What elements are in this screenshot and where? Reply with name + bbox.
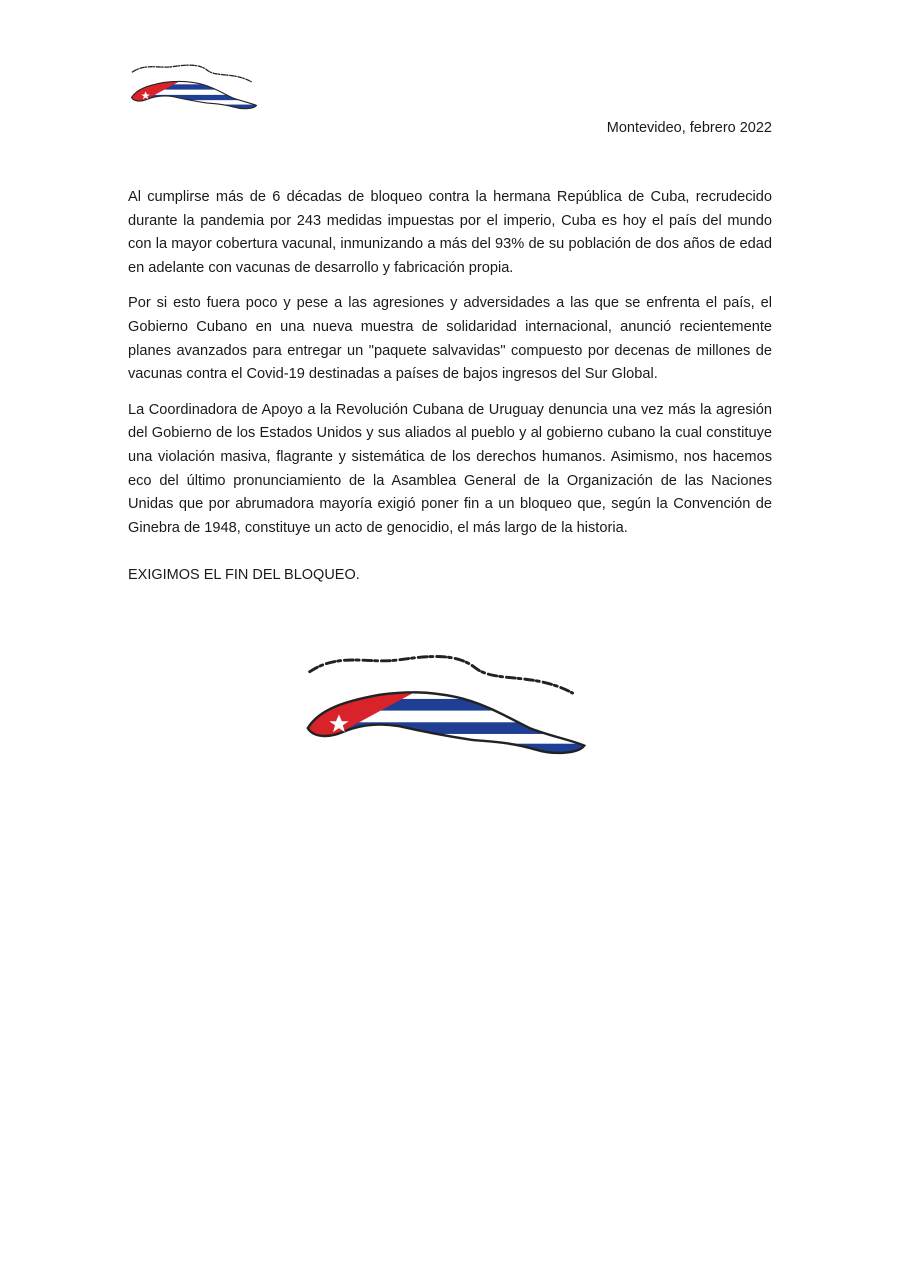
letter-date: Montevideo, febrero 2022 (606, 120, 772, 136)
paragraph-1: Al cumplirse más de 6 décadas de bloqueo contra la hermana República de Cuba, recrudecido durante la pandemia por 243 medidas impuestas por el imperio, Cuba es hoy el país del mundo con la mayor cobertura vacunal, inmunizando a más del 93% de su población de dos años de edad en adelante con vacunas de desarrollo y fabricación propia. (128, 189, 772, 276)
logo-signature (300, 632, 592, 760)
closing-statement: EXIGIMOS EL FIN DEL BLOQUEO. (128, 567, 360, 583)
cuba-flag-map-logo-icon (128, 52, 260, 114)
paragraph-3: La Coordinadora de Apoyo a la Revolución Cubana de Uruguay denuncia una vez más la agresión del Gobierno de los Estados Unidos y sus aliados al pueblo y al gobierno cubano la cual constituye una violación masiva, flagrante y sistemática de los derechos humanos. Asimismo, nos hacemos eco del último pronunciamiento de la Asamblea General de la Organización de las Naciones Unidas que por abrumadora mayoría exigió poner fin a un bloqueo que, según la Convención de Ginebra de 1948, constituye un acto de genocidio, el más largo de la historia. (128, 401, 772, 536)
letter-body (128, 186, 772, 552)
cuba-flag-map-logo-icon (300, 632, 592, 760)
logo-header (128, 52, 260, 114)
paragraph-2: Por si esto fuera poco y pese a las agresiones y adversidades a las que se enfrenta el país, el Gobierno Cubano en una nueva muestra de solidaridad internacional, anunció recientemente planes avanzados para entregar un "paquete salvavidas" compuesto por decenas de millones de vacunas contra el Covid-19 destinadas a países de bajos ingresos del Sur Global. (128, 295, 772, 383)
